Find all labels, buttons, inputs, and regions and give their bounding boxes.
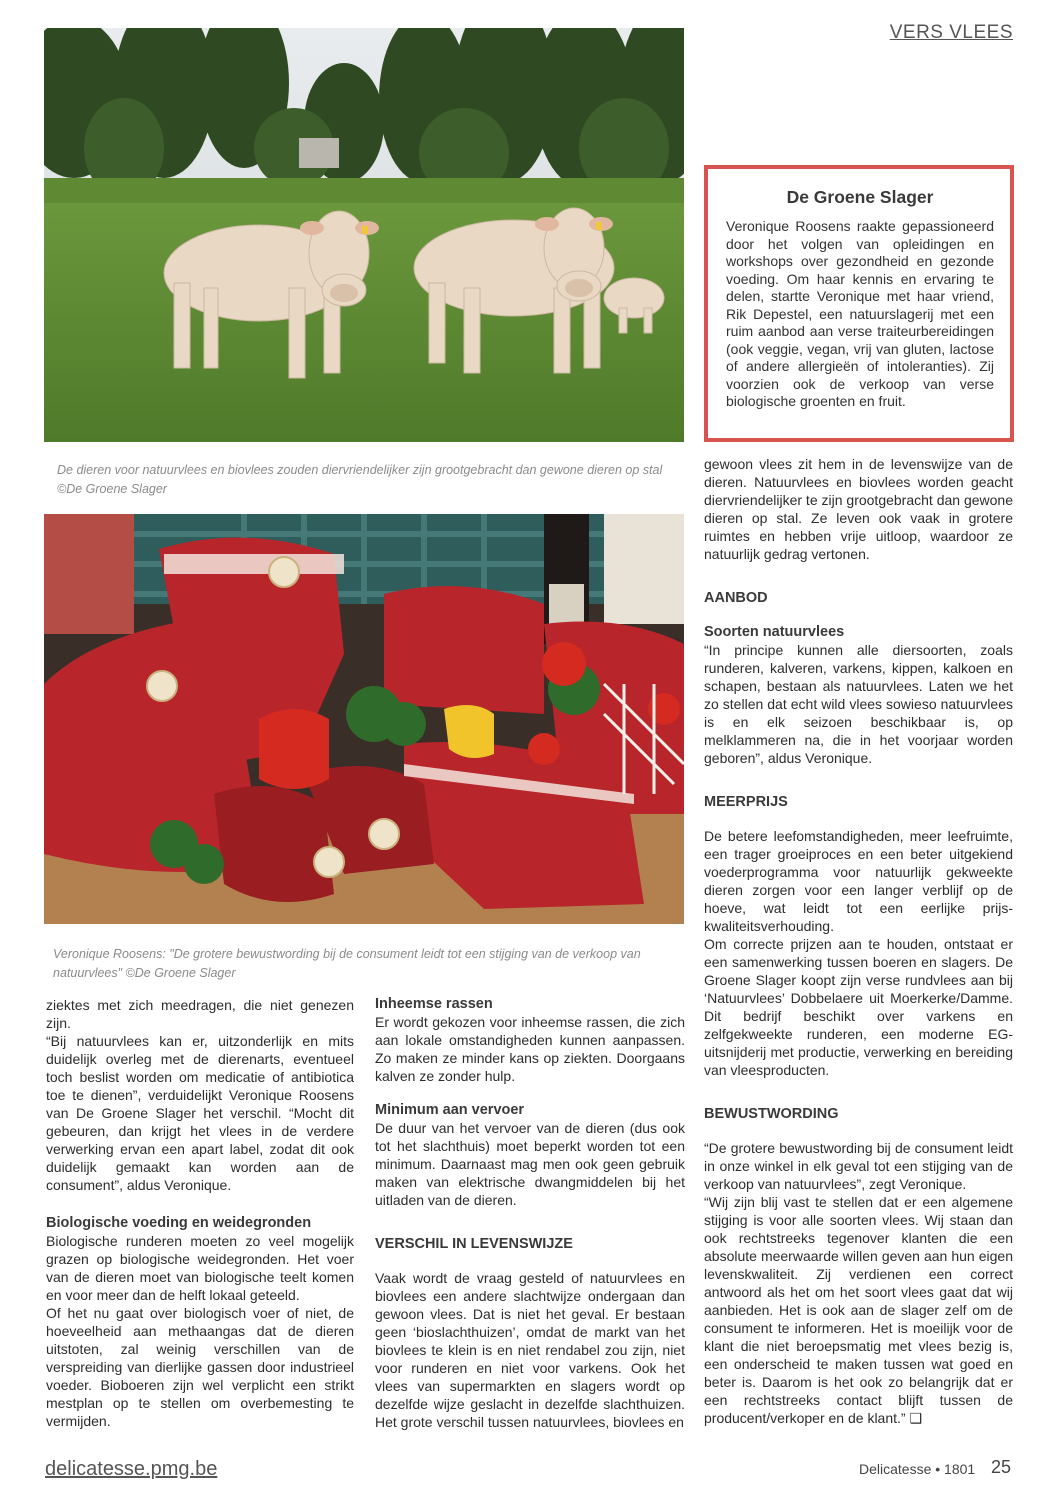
heading-bewustwording: BEWUSTWORDING: [704, 1106, 839, 1122]
subheading-vervoer: Minimum aan vervoer: [375, 1102, 525, 1118]
paragraph: ziektes met zich meedragen, die niet genezen zijn.: [46, 997, 354, 1031]
paragraph: “De grotere bewustwording bij de consument leidt in onze winkel in elk geval tot een stijging van de verkoop van natuurvlees”, zegt Veronique.: [704, 1140, 1013, 1192]
heading-aanbod: AANBOD: [704, 590, 768, 606]
subheading-bio: Biologische voeding en weidegronden: [46, 1215, 312, 1231]
paragraph: De betere leefomstandigheden, meer leefruimte, een trager groeiproces en een beter uitgekiend voederprogramma voor natuurlijk gekweekte dieren zorgen voor een langer verblijf op de hoeve, wat leidt tot een eerlijke prijs-kwaliteitsverhouding.: [704, 828, 1013, 934]
paragraph: “Wij zijn blij vast te stellen dat er een algemene stijging is voor alle soorten vlees. Wij staan dan ook rechtstreeks tegenover klanten die een absolute meerwaarde willen geven aan hun eigen levenskwaliteit. Zij verdienen een correct antwoord als het om het soort vlees gaat dat wij aanbieden. Het is ook aan de slager zelf om de consument te informeren. Het is moeilijk voor de klant die niet beroepsmatig met vlees bezig is, een onderscheid te maken tussen wat goed en beter is. Daarom is het ook zo belangrijk dat er een rechtstreeks contact blijft tussen de producent/verkoper en de klant.” ❑: [704, 1194, 1013, 1426]
paragraph: Om correcte prijzen aan te houden, ontstaat er een samenwerking tussen boeren en slagers. De Groene Slager koopt zijn verse rundvlees aan bij ‘Natuurvlees’ Dobbelaere uit Moerkerke/Damme. Dit bedrijf beschikt over varkens en zelfgekweekte runderen, een moderne EG-uitsnijderij met productie, verwerking en bereiding van vleesproducten.: [704, 936, 1013, 1078]
paragraph: “In principe kunnen alle diersoorten, zoals runderen, kalveren, varkens, kippen, kalkoen en schapen, bestaan als natuurvlees. Laten we het zo stellen dat echt wild vlees sowieso natuurvlees is en elk seizoen beschikbaar is, op melklammeren na, die in het voorjaar worden geboren”, aldus Veronique.: [704, 642, 1013, 766]
subheading-soorten: Soorten natuurvlees: [704, 624, 845, 640]
article-column-middle: [375, 995, 685, 1431]
sidebar-title: De Groene Slager: [786, 187, 934, 207]
paragraph: Vaak wordt de vraag gesteld of natuurvlees en biovlees een andere slachtwijze ondergaan dan gewoon vlees. Dat is niet het geval. Er bestaan geen ‘bioslachthuizen’, omdat de markt van het biovlees te klein is en niet rendabel zou zijn, niet voor runderen en niet voor varkens. Ook het vlees van supermarkten en slagers wordt op dezelfde wijze geslacht in dezelfde slachthuizen. Het grote verschil tussen natuurvlees, biovlees en: [375, 1270, 685, 1430]
cows-photo-caption: De dieren voor natuurvlees en biovlees zouden diervriendelijker zijn grootgebracht dan gewone dieren op stal ©De Groene Slager: [57, 463, 663, 496]
heading-verschil: VERSCHIL IN LEVENSWIJZE: [375, 1236, 573, 1252]
sidebar-text: Veronique Roosens raakte gepassioneerd door het volgen van opleidingen en workshops over gezondheid en gezonde voeding. Om haar kennis en ervaring te delen, startte Veronique met haar vriend, Rik Depestel, een natuurslagerij met een ruim aanbod aan verse traiteurbereidingen (ook veggie, vegan, vrij van gluten, lactose of andere allergieën of intoleranties). Zij voorzien ook de verkoop van verse biologische groenten en fruit.: [726, 218, 994, 409]
paragraph: De duur van het vervoer van de dieren (dus ook tot het slachthuis) moet beperkt worden tot een minimum. Daarnaast mag men ook geen gebruik maken van elektrische dwangmiddelen bij het uitladen van de dieren.: [375, 1120, 685, 1208]
footer-magazine-issue: Delicatesse • 1801: [859, 1461, 976, 1477]
article-column-right: [704, 455, 1013, 1427]
subheading-inheems: Inheemse rassen: [375, 996, 493, 1012]
sidebar-box: [704, 165, 1014, 442]
meat-photo-caption: Veronique Roosens: "De grotere bewustwording bij de consument leidt tot een stijging van de verkoop van natuurvlees" ©De Groene Slager: [53, 947, 641, 980]
paragraph: Biologische runderen moeten zo veel mogelijk grazen op biologische weidegronden. Het voer van de dieren moet van biologische teelt komen en voor meer dan de helft lokaal geteeld.: [46, 1233, 354, 1303]
paragraph: “Bij natuurvlees kan er, uitzonderlijk en mits duidelijk overleg met de dierenarts, eventueel toch beslist worden om medicatie of antibiotica toe te dienen”, verduidelijkt Veronique Roosens van De Groene Slager het verschil. “Mocht dit gebeuren, dan krijgt het vlees in de verdere verwerking ervan een apart label, zodat dit ook duidelijk gemaakt kan worden aan de consument”, aldus Veronique.: [46, 1033, 354, 1193]
section-label: VERS VLEES: [889, 22, 1013, 43]
paragraph: Er wordt gekozen voor inheemse rassen, die zich aan lokale omstandigheden kunnen aanpassen. Zo maken ze minder kans op ziekten. Doorgaans kalven ze zonder hulp.: [375, 1014, 685, 1084]
paragraph: Of het nu gaat over biologisch voer of niet, de hoeveelheid aan methaangas dat de dieren uitstoten, zal weinig verschillen van de verspreiding van dierlijke gassen door industrieel voeder. Bioboeren zijn wel verplicht een strikt mestplan op te stellen om overbemesting te vermijden.: [46, 1305, 354, 1429]
meat-photo: [44, 514, 684, 924]
page-number: 25: [991, 1457, 1012, 1477]
article-column-left: [46, 996, 354, 1430]
footer-website-link[interactable]: delicatesse.pmg.be: [45, 1458, 218, 1480]
paragraph: gewoon vlees zit hem in de levenswijze van de dieren. Natuurvlees en biovlees worden geacht diervriendelijker te zijn grootgebracht dan gewone dieren op stal. Ze leven ook vaak in grotere ruimtes en hebben vrije uitloop, waardoor ze natuurlijk gedrag vertonen.: [704, 456, 1013, 562]
heading-meerprijs: MEERPRIJS: [704, 794, 788, 810]
cows-photo: [44, 28, 684, 442]
